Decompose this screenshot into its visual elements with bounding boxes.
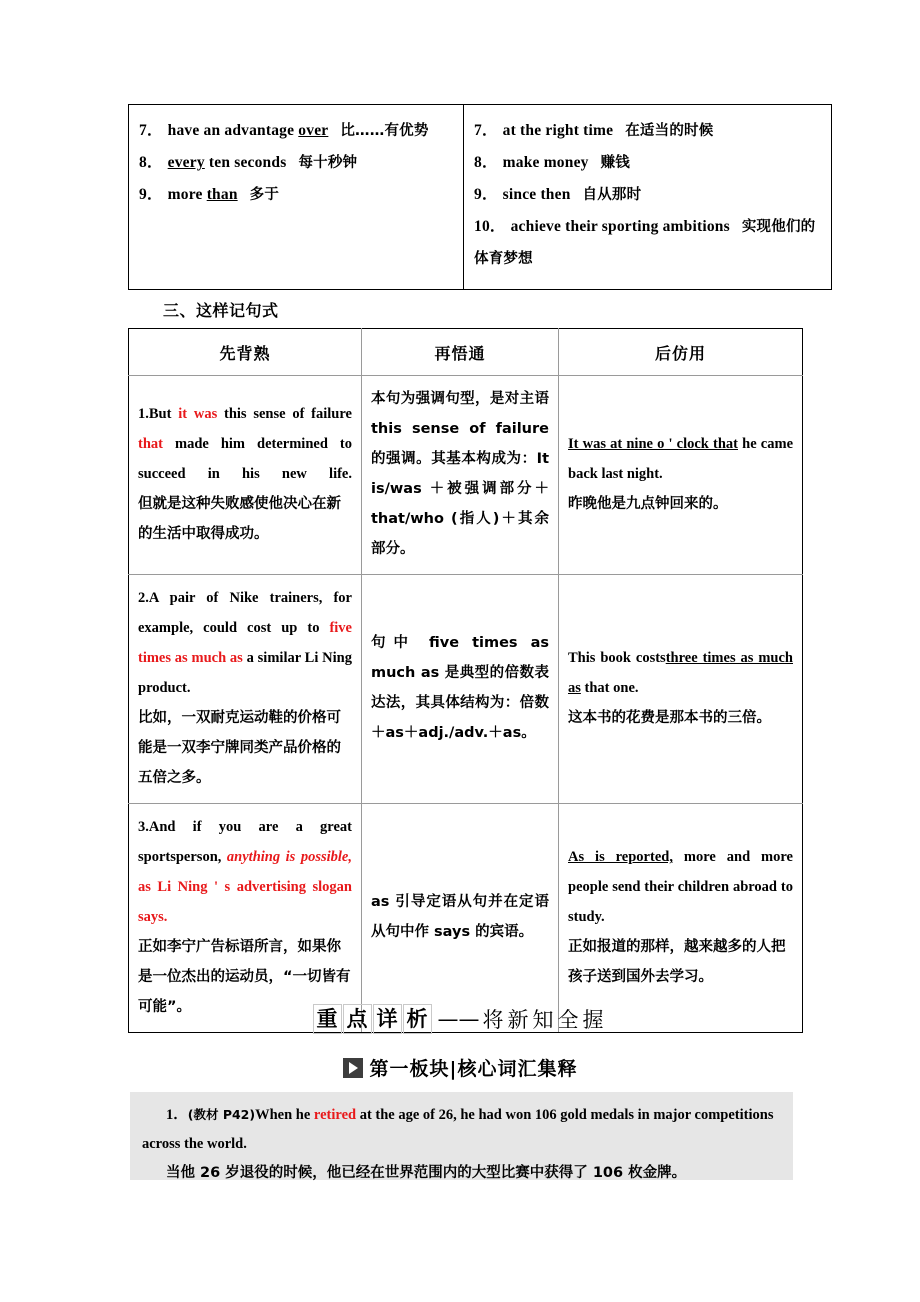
item-number: 10．: [474, 218, 506, 235]
list-item: [474, 115, 823, 147]
cell-imitate: [559, 376, 803, 575]
text-plain: This book costs: [568, 650, 666, 666]
list-item: [139, 115, 455, 147]
text-underlined: As is reported,: [568, 849, 673, 865]
text-plain: made him determined to succeed in his new life.: [138, 436, 352, 482]
subsection-banner: [0, 1054, 920, 1081]
text-highlight: it was: [178, 406, 218, 422]
text-underlined: It was at nine o ' clock that: [568, 436, 738, 452]
cell-imitate: [559, 575, 803, 804]
cell-memorize: [129, 376, 362, 575]
imitate-english: [568, 643, 793, 703]
imitate-chinese: 正如报道的那样，越来越多的人把孩子送到国外去学习。: [568, 939, 786, 985]
memorize-chinese: 正如李宁广告标语所言，如果你是一位杰出的运动员，“一切皆有可能”。: [138, 939, 351, 1015]
item-english-pre: more: [167, 186, 207, 203]
banner-box-char: 重: [313, 1004, 342, 1034]
text-plain: at the age of 26, he had won 106 gold medals in major competitions across the world.: [142, 1107, 774, 1152]
text-plain: 3.And if you are a great sportsperson,: [138, 819, 352, 865]
example-source: (教材 P42): [187, 1107, 256, 1122]
section-heading: 三、这样记句式: [163, 301, 279, 320]
banner-box-char: 详: [373, 1004, 402, 1034]
phrase-cell-right: [464, 105, 832, 290]
imitate-english: [568, 429, 793, 489]
banner-dash: ——: [437, 1007, 480, 1031]
decorative-banner: [0, 1004, 920, 1034]
text-plain: 1.But: [138, 406, 179, 422]
item-number: 7．: [139, 122, 163, 139]
item-english-underline: over: [298, 122, 329, 139]
list-item: [139, 147, 455, 179]
text-plain: he came back last night.: [568, 436, 794, 482]
text-highlight-italic: anything is possible,: [226, 849, 352, 865]
item-english-pre: since then: [502, 186, 571, 203]
cell-explain: [362, 804, 559, 1033]
explain-text: as 引导定语从句并在定语从句中作 says 的宾语。: [371, 894, 549, 940]
item-number: 8．: [139, 154, 163, 171]
table-row: [129, 105, 832, 290]
example-sentence-box: [130, 1092, 793, 1180]
text-plain: 当他 26 岁退役的时候，他已经在世界范围内的大型比赛中获得了 106 枚金牌。: [166, 1165, 687, 1181]
item-english-pre: achieve their sporting ambitions: [510, 218, 730, 235]
text-plain: 2.A pair of Nike trainers, for example, could cost up to: [138, 590, 352, 636]
list-item: [139, 179, 455, 211]
list-item: [474, 211, 823, 275]
banner-tail-text: 将新知全握: [482, 1008, 608, 1032]
text-plain: more and more people send their children abroad to study.: [568, 849, 793, 925]
item-chinese: 赚钱: [600, 155, 631, 171]
list-item: [474, 179, 823, 211]
cell-explain: [362, 376, 559, 575]
column-header-explain: 再悟通: [362, 329, 559, 376]
phrase-table: [128, 104, 832, 290]
item-english-pre: have an advantage: [167, 122, 299, 139]
item-number: 9．: [139, 186, 163, 203]
text-plain: a similar Li Ning product.: [138, 650, 352, 696]
imitate-chinese: 昨晚他是九点钟回来的。: [568, 496, 728, 512]
cell-explain: [362, 575, 559, 804]
play-triangle-icon: [343, 1058, 363, 1078]
banner-box-char: 点: [343, 1004, 372, 1034]
memorize-chinese: 但就是这种失败感使他决心在新的生活中取得成功。: [138, 496, 341, 542]
memorize-english: [138, 399, 352, 489]
item-english-pre: make money: [502, 154, 589, 171]
example-chinese: [130, 1159, 793, 1188]
column-header-memorize: 先背熟: [129, 329, 362, 376]
list-item: [474, 147, 823, 179]
memorize-english: [138, 812, 352, 932]
explain-text: 本句为强调句型，是对主语 this sense of failure 的强调。其基本构成为：It is/was ＋被强调部分＋that/who (指人)＋其余部分。: [371, 391, 549, 557]
banner-box-char: 析: [403, 1004, 432, 1034]
table-row: [129, 575, 803, 804]
subsection-title: 第一板块|核心词汇集释: [369, 1058, 578, 1080]
table-header-row: [129, 329, 803, 376]
example-english: [130, 1100, 793, 1159]
text-plain: that one.: [584, 680, 639, 696]
phrase-cell-left: [129, 105, 464, 290]
item-number: 8．: [474, 154, 498, 171]
memorize-chinese: 比如，一双耐克运动鞋的价格可能是一双李宁牌同类产品价格的五倍之多。: [138, 710, 341, 786]
column-header-imitate: 后仿用: [559, 329, 803, 376]
imitate-chinese: 这本书的花费是那本书的三倍。: [568, 710, 771, 726]
item-english-underline: every: [167, 154, 205, 171]
imitate-english: [568, 842, 793, 932]
text-highlight: as Li Ning ' s advertising slogan says.: [138, 879, 352, 925]
item-chinese: 多于: [249, 187, 280, 203]
item-english-post: ten seconds: [204, 154, 287, 171]
item-number: 9．: [474, 186, 498, 203]
example-number: 1．: [166, 1107, 188, 1123]
explain-text: 句中 five times as much as 是典型的倍数表达法，其具体结构为：倍数＋as＋adj./adv.＋as。: [371, 635, 549, 741]
table-row: [129, 804, 803, 1033]
item-english-underline: than: [206, 186, 238, 203]
item-chinese: 在适当的时候: [625, 123, 714, 139]
sentence-pattern-table: [128, 328, 803, 1033]
cell-memorize: [129, 804, 362, 1033]
item-english-pre: at the right time: [502, 122, 614, 139]
item-chinese: 自从那时: [582, 187, 642, 203]
cell-imitate: [559, 804, 803, 1033]
text-underlined: three times as much as: [568, 650, 793, 696]
text-plain: this sense of failure: [217, 406, 352, 422]
cell-memorize: [129, 575, 362, 804]
text-highlight: five times as much as: [138, 620, 352, 666]
text-highlight: that: [138, 436, 163, 452]
table-row: [129, 376, 803, 575]
item-number: 7．: [474, 122, 498, 139]
text-highlight: retired: [313, 1107, 357, 1123]
memorize-english: [138, 583, 352, 703]
item-chinese: 每十秒钟: [298, 155, 358, 171]
item-chinese: 实现他们的体育梦想: [474, 219, 816, 267]
item-chinese: 比……有优势: [340, 123, 429, 139]
text-plain: When he: [255, 1107, 314, 1123]
